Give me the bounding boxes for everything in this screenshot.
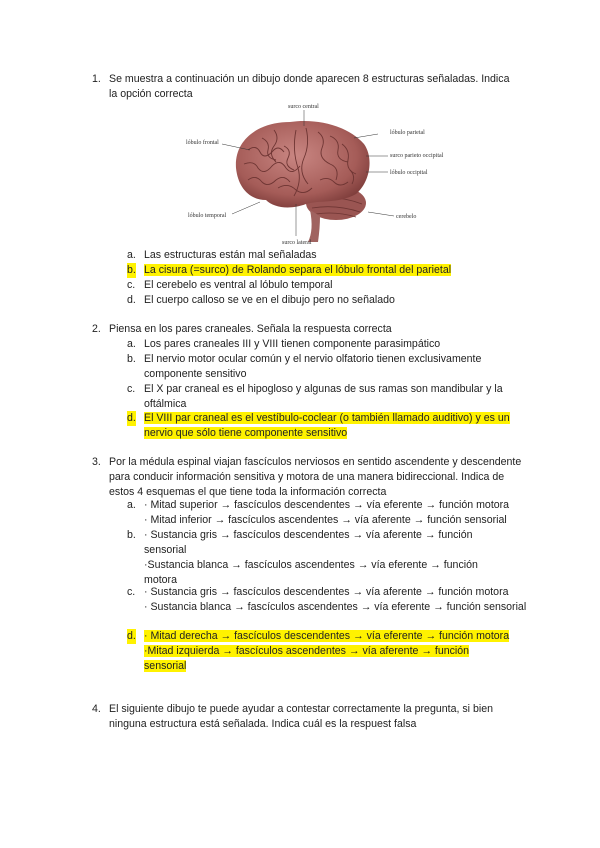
option-line-1: · Mitad superior → fascículos descendentes → vía eferente → función motora — [144, 499, 510, 511]
option-text: Los pares craneales III y VIII tienen componente parasimpático — [144, 338, 441, 350]
cerebrum-shape — [236, 121, 370, 207]
option-letter: d. — [127, 630, 136, 642]
question-text: Se muestra a continuación un dibujo donde aparecen 8 estructuras señaladas. Indica la opción correcta — [109, 73, 510, 100]
option-line-2: · Mitad inferior → fascículos ascendentes → vía aferente → función sensorial — [144, 514, 507, 526]
q3-option-b — [127, 528, 512, 588]
question-text: El siguiente dibujo te puede ayudar a contestar correctamente la pregunta, si bien ninguna estructura está señalada. Indica cuál es la respuest falsa — [109, 703, 493, 730]
option-text: El X par craneal es el hipogloso y algunas de sus ramas son mandibular y la oftálmica — [144, 383, 503, 410]
label-lobulo-parietal: lóbulo parietal — [390, 130, 425, 136]
q1-option-c — [127, 278, 527, 293]
q3-option-c — [127, 585, 537, 615]
q2-option-c — [127, 382, 535, 412]
question-number: 1. — [92, 73, 101, 85]
option-letter: d. — [127, 412, 136, 424]
label-lobulo-temporal: lóbulo temporal — [188, 213, 227, 219]
question-number: 4. — [92, 703, 101, 715]
option-line-2: ·Sustancia blanca → fascículos ascendentes → vía eferente → función motora — [144, 559, 478, 586]
q1-option-b — [127, 263, 527, 278]
option-letter: a. — [127, 338, 136, 350]
question-1 — [92, 72, 512, 102]
label-lobulo-occipital: lóbulo occipital — [390, 170, 428, 176]
option-letter: c. — [127, 586, 136, 598]
question-3 — [92, 455, 528, 500]
question-text: Por la médula espinal viajan fascículos nerviosos en sentido ascendente y descendente para conducir información sensitiva y motora de una manera bidireccional. Indica de estos 4 esquemas el que tiene toda la información correcta — [109, 456, 522, 498]
option-text-highlighted: El VIII par craneal es el vestíbulo-coclear (o también llamado auditivo) y es un nervio que sólo tiene componente sensitivo — [144, 412, 510, 439]
label-lobulo-frontal: lóbulo frontal — [186, 140, 219, 146]
option-text: El nervio motor ocular común y el nervio olfatorio tienen exclusivamente componente sensitivo — [144, 353, 482, 380]
option-letter: c. — [127, 279, 136, 291]
label-cerebelo: cerebelo — [396, 214, 417, 220]
question-2 — [92, 322, 532, 337]
q2-option-b — [127, 352, 515, 382]
q1-option-d — [127, 293, 527, 308]
option-line-1: · Sustancia gris → fascículos descendentes → vía aferente → función sensorial — [144, 529, 473, 556]
option-text-highlighted: La cisura (=surco) de Rolando separa el lóbulo frontal del parietal — [144, 264, 452, 276]
label-surco-lateral: surco lateral — [282, 240, 312, 246]
option-text: Las estructuras están mal señaladas — [144, 249, 317, 261]
option-line-2-highlighted: ·Mitad izquierda → fascículos ascendentes → vía aferente → función sensorial — [144, 645, 470, 672]
question-text: Piensa en los pares craneales. Señala la respuesta correcta — [109, 323, 392, 335]
q3-option-d — [127, 629, 512, 674]
question-4 — [92, 702, 528, 732]
option-letter: b. — [127, 353, 136, 365]
q2-option-a — [127, 337, 527, 352]
option-letter: a. — [127, 499, 136, 511]
q2-option-d — [127, 411, 527, 441]
brain-illustration — [178, 100, 468, 250]
option-letter: a. — [127, 249, 136, 261]
option-line-1-highlighted: · Mitad derecha → fascículos descendentes → vía eferente → función motora — [144, 630, 510, 642]
option-letter: b. — [127, 529, 136, 541]
option-line-2: · Sustancia blanca → fascículos ascendentes → vía eferente → función sensorial — [144, 601, 527, 613]
option-letter: d. — [127, 294, 136, 306]
q3-option-a — [127, 498, 537, 528]
option-text: El cuerpo calloso se ve en el dibujo pero no señalado — [144, 294, 395, 306]
label-surco-parieto-occipital: surco parieto occipital — [390, 153, 444, 159]
question-number: 2. — [92, 323, 101, 335]
q1-option-a — [127, 248, 527, 263]
option-letter: c. — [127, 383, 136, 395]
label-surco-central: surco central — [288, 104, 319, 110]
brain-figure — [178, 100, 468, 250]
option-letter: b. — [127, 264, 136, 276]
option-text: El cerebelo es ventral al lóbulo temporal — [144, 279, 333, 291]
question-number: 3. — [92, 456, 101, 468]
option-line-1: · Sustancia gris → fascículos descendentes → vía aferente → función motora — [144, 586, 509, 598]
